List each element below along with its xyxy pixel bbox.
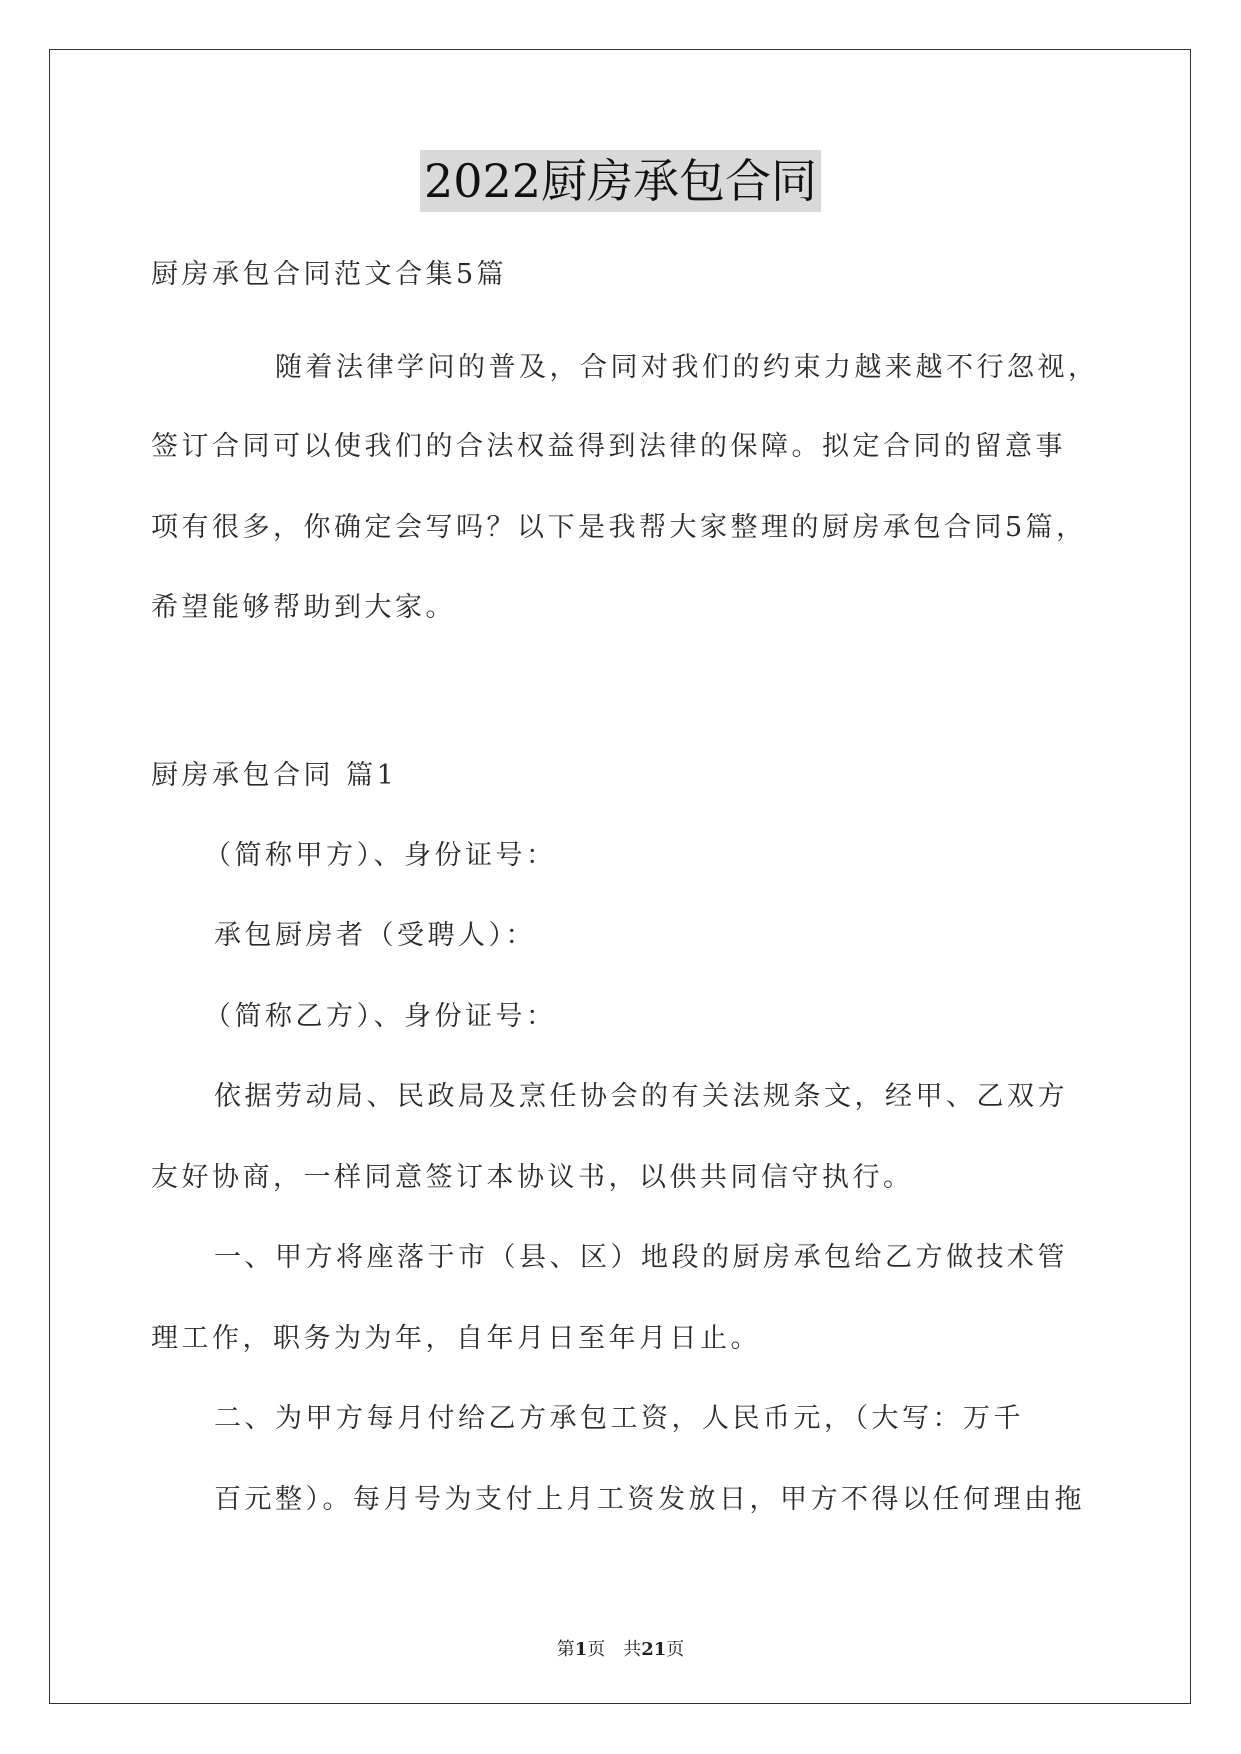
- intro-line-4: 希望能够帮助到大家。: [151, 592, 456, 623]
- body-line-8: 二、为甲方每月付给乙方承包工资，人民币元，（大写：万千: [214, 1403, 1024, 1434]
- page-border: [49, 49, 1191, 1704]
- document-title: 2022厨房承包合同: [420, 150, 821, 212]
- body-line-1: （简称甲方）、身份证号：: [204, 840, 557, 871]
- body-line-6: 一、甲方将座落于市（县、区）地段的厨房承包给乙方做技术管: [214, 1242, 1068, 1273]
- intro-line-3: 项有很多，你确定会写吗？以下是我帮大家整理的厨房承包合同5篇，: [151, 512, 1087, 543]
- page-footer: [0, 1638, 1241, 1662]
- document-subtitle: 厨房承包合同范文合集5篇: [151, 259, 508, 290]
- footer-suffix: 页: [666, 1639, 685, 1660]
- body-line-9: 百元整）。每月号为支付上月工资发放日，甲方不得以任何理由拖: [214, 1484, 1085, 1515]
- body-line-7: 理工作，职务为为年，自年月日至年月日止。: [151, 1323, 761, 1354]
- intro-line-2: 签订合同可以使我们的合法权益得到法律的保障。拟定合同的留意事: [151, 431, 1066, 462]
- body-line-3: （简称乙方）、身份证号：: [204, 1001, 557, 1032]
- body-line-2: 承包厨房者（受聘人）：: [214, 920, 536, 951]
- body-line-5: 友好协商，一样同意签订本协议书，以供共同信守执行。: [151, 1162, 914, 1193]
- title-container: [0, 150, 1241, 212]
- intro-line-1: 随着法律学问的普及，合同对我们的约束力越来越不行忽视，: [275, 352, 1099, 383]
- section-heading: 厨房承包合同 篇1: [151, 760, 398, 791]
- footer-prefix: 第: [556, 1639, 575, 1660]
- footer-current-page: 1: [574, 1639, 588, 1660]
- footer-mid: 页 共: [587, 1639, 642, 1660]
- footer-total-pages: 21: [641, 1639, 667, 1660]
- body-line-4: 依据劳动局、民政局及烹任协会的有关法规条文，经甲、乙双方: [214, 1081, 1068, 1112]
